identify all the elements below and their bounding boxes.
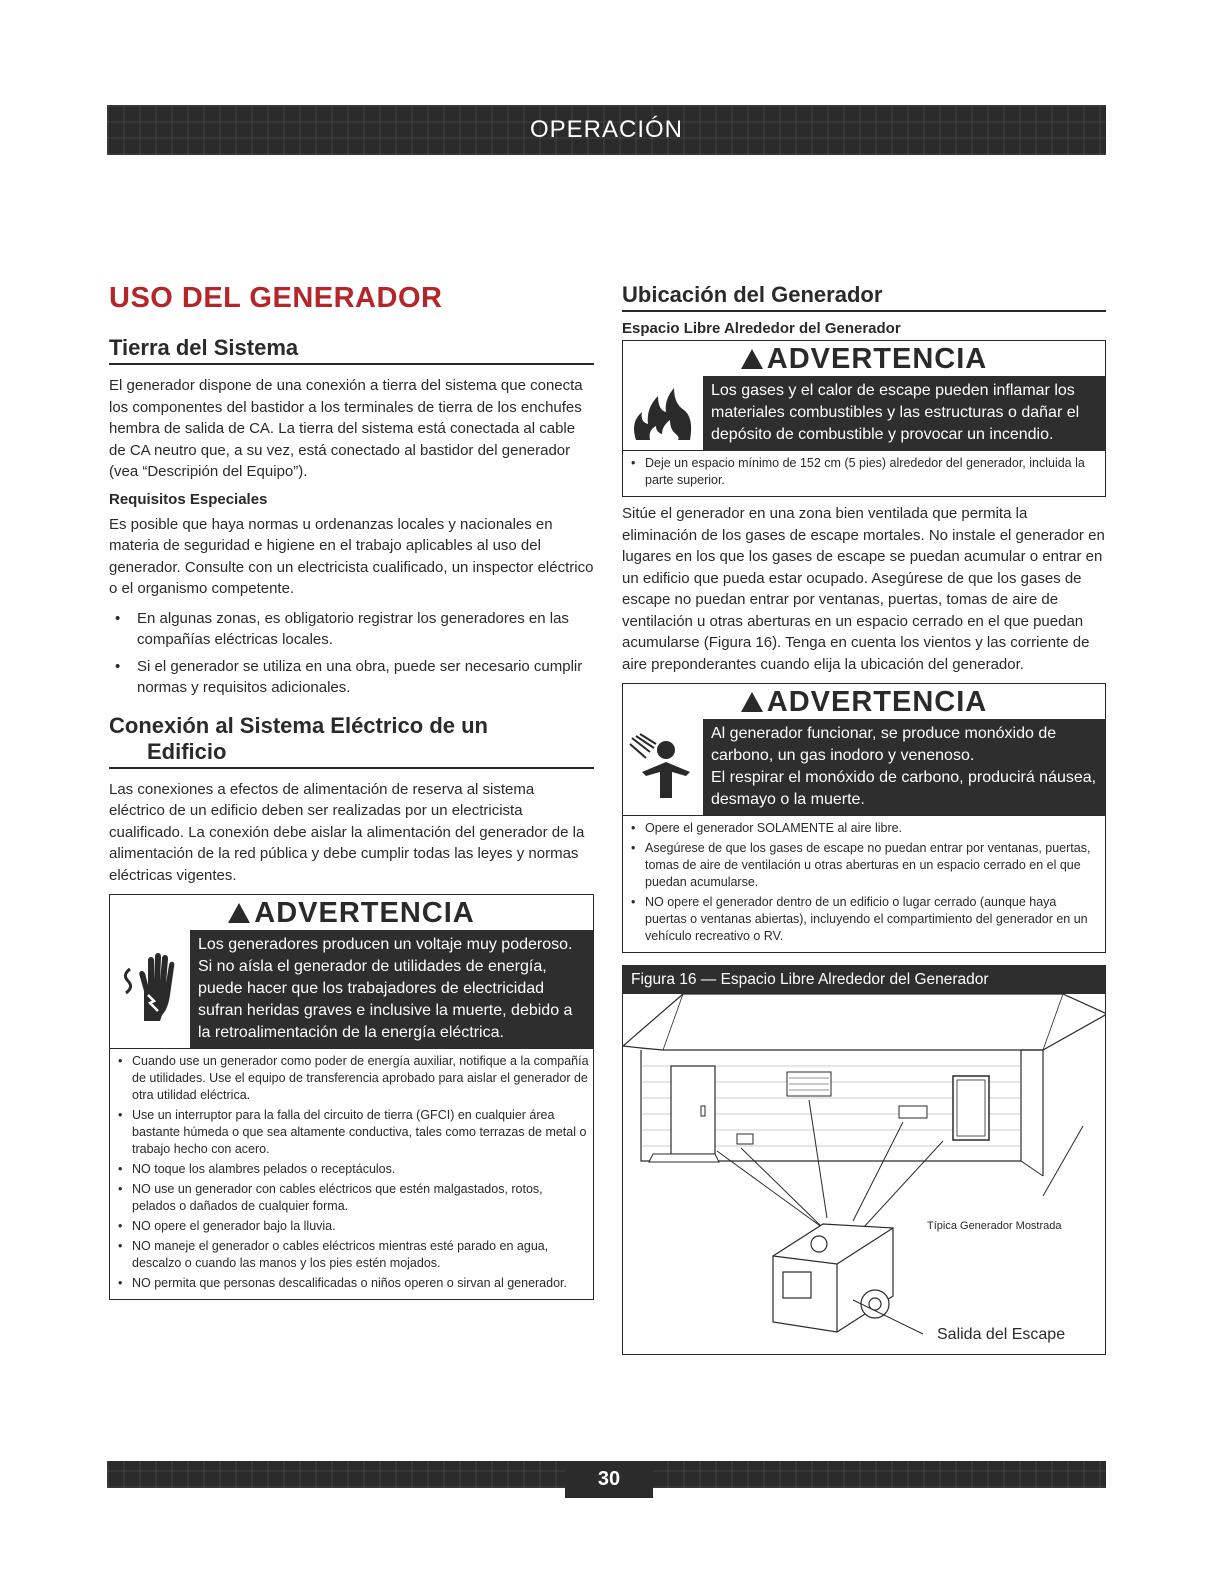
list-item: • NO toque los alambres pelados o receptáculos. (110, 1161, 589, 1178)
warning-box-electric (109, 894, 594, 1300)
warning-message-p1: Al generador funcionar, se produce monóxido de carbono, un gas inodoro y venenoso. (711, 725, 1057, 764)
warning-box-fire (622, 340, 1106, 497)
warning-heading: ADVERTENCIA (110, 895, 593, 930)
warning-heading: ADVERTENCIA (623, 684, 1105, 719)
warning-message: Los gases y el calor de escape pueden inflamar los materiales combustibles y las estructuras o dañar el depósito de combustible y provocar un incendio. (703, 376, 1105, 450)
requisitos-list (109, 608, 594, 699)
main-title: USO DEL GENERADOR (109, 282, 443, 314)
header-band (107, 105, 1106, 155)
warning-message (703, 719, 1105, 815)
paragraph-requisitos: Es posible que haya normas u ordenanzas locales y nacionales en materia de seguridad e higiene en el trabajo aplicables al uso del generador. Consulte con un electricista cualificado, un inspector eléctrico o el organismo competente. (109, 515, 594, 597)
fire-icon (623, 376, 703, 450)
figure-16 (622, 965, 1106, 1355)
page-number: 30 (565, 1461, 653, 1498)
subheading-espacio: Espacio Libre Alrededor del Generador (622, 320, 901, 337)
warning-heading: ADVERTENCIA (623, 341, 1105, 376)
list-item: • En algunas zonas, es obligatorio registrar los generadores en las compañías eléctricas locales. (109, 608, 594, 651)
list-item: • Asegúrese de que los gases de escape no puedan entrar por ventanas, puertas, tomas de aire de ventilación u otras aberturas en un espacio cerrado en el que puedan acumularse. (623, 840, 1101, 891)
warning-triangle-icon (741, 692, 763, 712)
section-heading-tierra: Tierra del Sistema (109, 335, 594, 365)
poison-gas-person-icon (623, 719, 703, 815)
list-item: • NO opere el generador bajo la lluvia. (110, 1218, 589, 1235)
section-heading-ubicacion: Ubicación del Generador (622, 282, 1106, 312)
section-heading-line1: Conexión al Sistema Eléctrico de un (109, 712, 488, 738)
clearance-illustration (623, 966, 1106, 1354)
section-heading-line2: Edificio (147, 738, 227, 764)
warning-triangle-icon (741, 349, 763, 369)
list-item: • Si el generador se utiliza en una obra, puede ser necesario cumplir normas y requisitos adicionales. (109, 656, 594, 699)
warning-box-co (622, 683, 1106, 953)
warning-triangle-icon (228, 903, 250, 923)
section-title: OPERACIÓN (529, 116, 684, 143)
warning-items (110, 1048, 593, 1299)
list-item: • Use un interruptor para la falla del circuito de tierra (GFCI) en cualquier área bastante húmeda o que sea altamente conductiva, tales como terrazas de metal o trabajo hecho con acero. (110, 1107, 589, 1158)
subheading-requisitos: Requisitos Especiales (109, 490, 268, 508)
warning-message-p2: El respirar el monóxido de carbono, producirá náusea, desmayo o la muerte. (711, 769, 1097, 808)
paragraph-tierra: El generador dispone de una conexión a tierra del sistema que conecta los componentes del bastidor a los terminales de tierra de los enchufes hembra de salida de CA. La tierra del sistema está conectada al cable de CA neutro que, a su vez, está conectado al bastidor del generador (vea “Descripión del Equipo”). (109, 377, 583, 480)
figure-label-exhaust: Salida del Escape (937, 1326, 1066, 1343)
figure-label-typical: Típica Generador Mostrada (927, 1220, 1062, 1232)
paragraph-ubicacion: Sitúe el generador en una zona bien ventilada que permita la eliminación de los gases de escape mortales. No instale el generador en lugares en los que los gases de escape se puedan acumular o entrar en un edificio que pueda estar ocupado. Asegúrese de que los gases de escape no puedan entrar por ventanas, puertas, tomas de aire de ventilación u otras aberturas en un espacio cerrado en el que puedan acumularse (Figura 16). Tenga en cuenta los vientos y las corriente de aire preponderantes cuando elija la ubicación del generador. (622, 505, 1105, 673)
paragraph-conexion: Las conexiones a efectos de alimentación de reserva al sistema eléctrico de un edificio deben ser realizadas por un electricista cualificado. La conexión debe aislar la alimentación del generador de la alimentación de la red pública y debe cumplir todas las leyes y normas eléctricas vigentes. (109, 780, 585, 884)
warning-items (623, 450, 1105, 496)
left-column (109, 282, 594, 1300)
warning-items (623, 815, 1105, 952)
list-item: • Opere el generador SOLAMENTE al aire libre. (623, 820, 1101, 837)
electric-shock-hand-icon (110, 930, 190, 1048)
figure-title: Figura 16 — Espacio Libre Alrededor del Generador (623, 966, 1105, 994)
list-item: • Deje un espacio mínimo de 152 cm (5 pies) alrededor del generador, incluida la parte superior. (623, 455, 1101, 489)
list-item: • Cuando use un generador como poder de energía auxiliar, notifique a la compañía de utilidades. Use el equipo de transferencia aprobado para aislar el generador de otra utilidad eléctrica. (110, 1053, 589, 1104)
list-item: • NO opere el generador dentro de un edificio o lugar cerrado (aunque haya puertas o ventanas abiertas), incluyendo el compartimiento del generador en un vehículo recreativo o RV. (623, 894, 1101, 945)
right-column (622, 282, 1106, 1355)
list-item: • NO permita que personas descalificadas o niños operen o sirvan al generador. (110, 1275, 589, 1292)
warning-message: Los generadores producen un voltaje muy poderoso. Si no aísla el generador de utilidades de energía, puede hacer que los trabajadores de electricidad sufran heridas graves e inclusive la muerte, debido a la retroalimentación de la energía eléctrica. (190, 930, 593, 1048)
list-item: • NO maneje el generador o cables eléctricos mientras esté parado en agua, descalzo o cuando las manos y los pies estén mojados. (110, 1238, 589, 1272)
list-item: • NO use un generador con cables eléctricos que estén malgastados, rotos, pelados o dañados de cualquier forma. (110, 1181, 589, 1215)
section-heading-conexion (109, 713, 594, 769)
